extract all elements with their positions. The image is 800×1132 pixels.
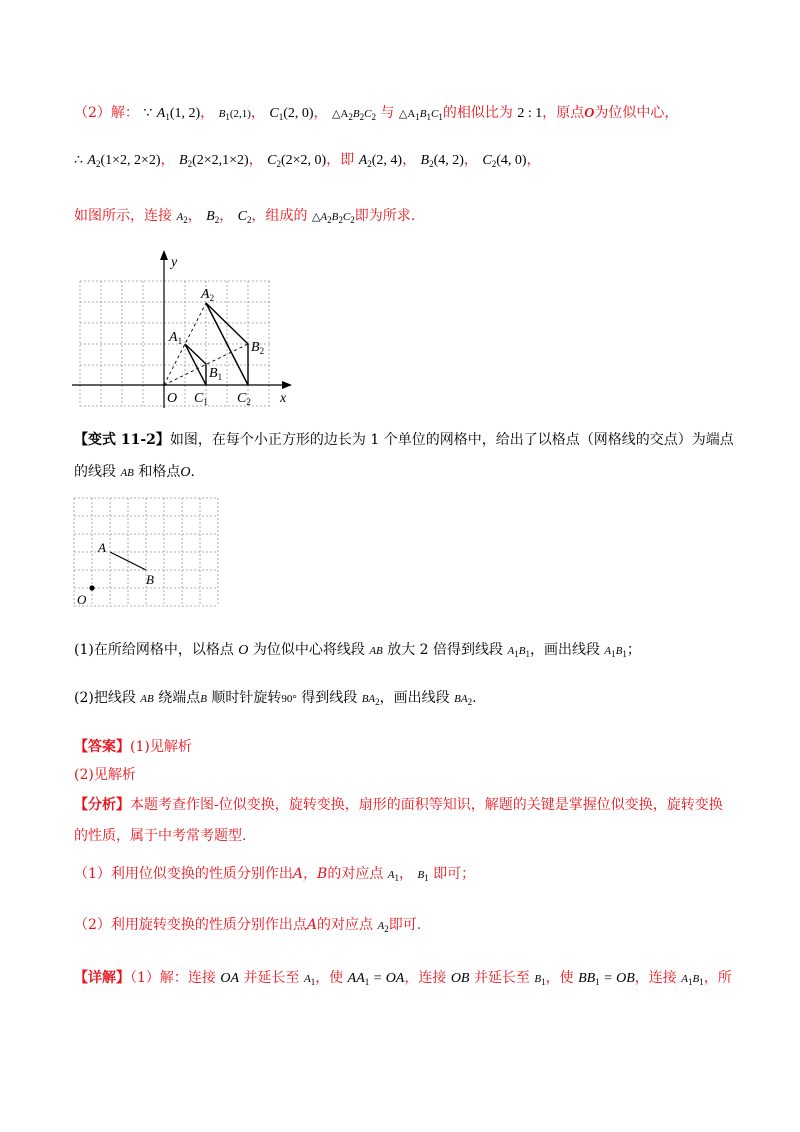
label-c2: $C_2$ (237, 391, 251, 407)
origin-label: O (167, 391, 178, 406)
analysis-step-1: （1）利用位似变换的性质分别作出A，B的对应点 $A_1$， $B_1$ 即可； (74, 866, 476, 883)
detail-tag: 【详解】 (74, 970, 130, 986)
question-1: (1)在所给网格中，以格点 O 为位似中心将线段 AB 放大 2 倍得到线段 $A_1B_1$，画出线段 $A_1B_1$； (74, 642, 641, 659)
axes (72, 254, 288, 408)
answer-line-2: (2)见解析 (74, 767, 136, 783)
label-a: A (98, 540, 106, 555)
label-a2: $A_2$ (201, 287, 215, 303)
analysis-line-1: 【分析】本题考查作图-位似变换，旋转变换，扇形的面积等知识，解题的关键是掌握位似变换，旋转变换 (74, 797, 723, 813)
point-o (89, 585, 94, 590)
x-axis-arrow (282, 381, 292, 389)
solution-line-2: ∴ $A_2(1\times 2$, 2×2)， $B_2(2\times 2,1\times 2)$， $C_2(2\times 2$, 0)，即 $A_2(2$, 4)， $B_2(4$, 2)， $C_2(4$, 0)， (74, 152, 541, 169)
problem-tag: 【变式 11-2】 (74, 432, 170, 448)
problem-line-1: 【变式 11-2】如图，在每个小正方形的边长为 1 个单位的网格中，给出了以格点（网格线的交点）为端点 (74, 432, 734, 448)
problem-line-2: 的线段 AB 和格点O. (74, 464, 195, 480)
label-c1: $C_1$ (194, 391, 208, 407)
y-axis-arrow (160, 250, 168, 260)
answer-tag: 【答案】 (74, 739, 130, 755)
question-2: (2)把线段 AB 绕端点B 顺时针旋转90° 得到线段 $BA_2$，画出线段 $BA_2$. (74, 690, 477, 707)
triangle-a1b1c1 (185, 344, 206, 385)
solution-line-1: （2）解： ∵ $A_1(1$, 2)， $B_1(2,1)$， $C_1(2$, 0)， $\triangle A_2B_2C_2$ 与 $\triangle A_1B_1C_1$的相似比为 2 : 1，原点O为位似中心， (74, 105, 679, 122)
detail-line-1: 【详解】（1）解：连接 OA 并延长至 $A_1$，使 $AA_1$ = OA，连接 OB 并延长至 $B_1$，使 $BB_1$ = OB，连接 $A_1B_1$，所 (74, 970, 732, 987)
figure-coordinate-grid (70, 248, 300, 413)
label-b1: $B_1$ (209, 366, 223, 382)
label-a1: $A_1$ (169, 330, 183, 346)
analysis-tag: 【分析】 (74, 797, 130, 813)
analysis-line-2: 的性质，属于中考常考题型. (74, 828, 247, 844)
y-axis-label: y (171, 255, 178, 270)
solution-line-3: 如图所示，连接 $A_2$， $B_2$， $C_2$，组成的 $\triangle A_2B_2C_2$即为所求. (74, 208, 416, 225)
label-o: O (77, 592, 87, 607)
label-b2: $B_2$ (251, 340, 265, 356)
label-b: B (146, 572, 154, 587)
analysis-step-2: （2）利用旋转变换的性质分别作出点A的对应点 $A_2$即可. (74, 917, 422, 934)
answer-line-1: 【答案】(1)见解析 (74, 739, 192, 755)
x-axis-label: x (280, 391, 287, 406)
figure-grid-segment (70, 494, 230, 610)
